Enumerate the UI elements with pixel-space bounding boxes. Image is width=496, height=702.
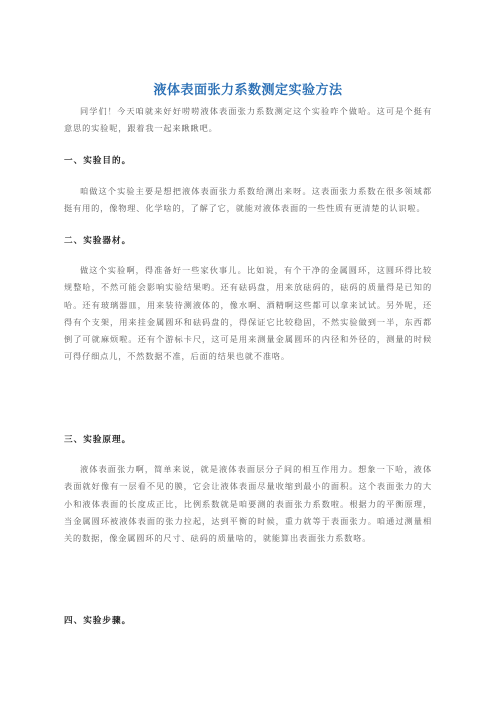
section-heading-principle: 三、实验原理。	[64, 435, 132, 445]
intro-paragraph: 同学们！今天咱就来好好唠唠液体表面张力系数测定这个实验咋个做哈。这可是个挺有意思的实验呢，跟着我一起来瞅瞅吧。	[64, 106, 432, 134]
document-title: 液体表面张力系数测定实验方法	[153, 83, 343, 98]
section-heading-steps: 四、实验步骤。	[64, 616, 132, 626]
section-body-purpose: 咱做这个实验主要是想把液体表面张力系数给测出来呀。这表面张力系数在很多领域都挺有用的，像物理、化学啥的，了解了它，就能对液体表面的一些性质有更清楚的认识啦。	[64, 186, 432, 214]
section-heading-equipment: 二、实验器材。	[64, 236, 132, 246]
section-body-principle: 液体表面张力啊，简单来说，就是液体表面层分子间的相互作用力。想象一下哈，液体表面就好像有一层看不见的膜，它会让液体表面尽量收缩到最小的面积。这个表面张力的大小和液体表面的长度成正比，比例系数就是咱要测的表面张力系数啦。根据力的平衡原理，当金属圆环被液体表面的张力拉起，达到平衡的时候，重力就等于表面张力。咱通过测量相关的数据，像金属圆环的尺寸、砝码的质量啥的，就能算出表面张力系数咯。	[64, 464, 432, 544]
section-heading-purpose: 一、实验目的。	[64, 156, 132, 166]
section-body-equipment: 做这个实验啊，得准备好一些家伙事儿。比如说，有个干净的金属圆环，这圆环得比较规整哈，不然可能会影响实验结果哟。还有砝码盘，用来放砝码的，砝码的质量得是已知的哈。还有玻璃器皿，用来装待测液体的，像水啊、酒精啊这些都可以拿来试试。另外呢，还得有个支架，用来挂金属圆环和砝码盘的，得保证它比较稳固，不然实验做到一半，东西都倒了可就麻烦啦。还有个游标卡尺，这可是用来测量金属圆环的内径和外径的，测量的时候可得仔细点儿，不然数据不准，后面的结果也就不准咯。	[64, 265, 432, 362]
